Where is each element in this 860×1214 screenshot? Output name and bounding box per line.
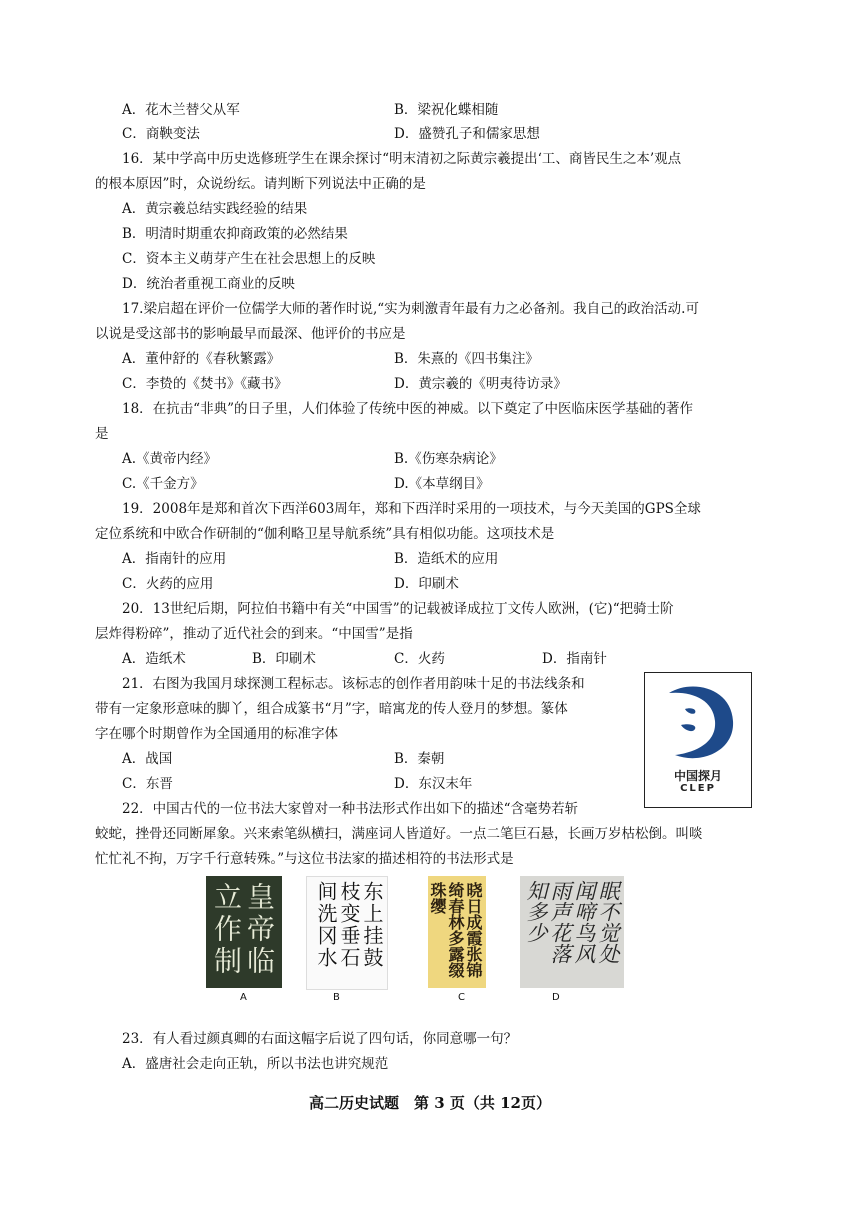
q15-option-c: C．商鞅变法 [122,126,200,142]
q18-stem-line1: 18．在抗击“非典”的日子里，人们体验了传统中医的神威。以下奠定了中医临床医学基础的著作 [122,401,693,417]
q19-stem-line1: 19．2008年是郑和首次下西洋603周年，郑和下西洋时采用的一项技术，与今天美国的GPS全球 [122,501,701,517]
q15-option-a: A．花木兰替父从军 [122,102,240,118]
page-footer: 高二历史试题 第 3 页（共 12页） [309,1094,551,1112]
moon-calligraphy-icon [651,679,745,765]
q18-option-a: A.《黄帝内经》 [122,451,218,467]
q17-option-c: C．李贽的《焚书》《藏书》 [122,376,288,392]
q20-stem-line2: 层炸得粉碎”，推动了近代社会的到来。“中国雪”是指 [95,626,413,642]
q21-option-d: D．东汉末年 [394,776,473,792]
q20-option-d: D．指南针 [542,651,607,667]
q18-option-c: C.《千金方》 [122,476,204,492]
q16-option-b: B．明清时期重农抑商政策的必然结果 [122,226,348,242]
q21-option-c: C．东晋 [122,776,173,792]
calligraphy-label-b: B [333,992,340,1003]
q17-option-b: B．朱熹的《四书集注》 [394,351,539,367]
q16-option-c: C．资本主义萌芽产生在社会思想上的反映 [122,251,376,267]
calligraphy-image-b [306,876,388,990]
q15-option-d: D．盛赞孔子和儒家思想 [394,126,540,142]
cursive-script-text: 眠不觉处闻啼鸟风雨声花落知多少 [524,880,620,964]
q19-option-c: C．火药的应用 [122,576,214,592]
regular-script-text: 晓日成霞张锦绮春林多露缀珠缨 [428,882,483,978]
q17-option-d: D．黄宗羲的《明夷待访录》 [394,376,567,392]
q18-option-d: D.《本草纲目》 [394,476,490,492]
q15-option-b: B．梁祝化蝶相随 [394,102,499,118]
q23-option-a: A．盛唐社会走向正轨，所以书法也讲究规范 [122,1056,389,1072]
logo-chinese-text: 中国探月 [673,769,722,783]
q17-stem-line2: 以说是受这部书的影响最早而最深、他评价的书应是 [95,326,406,342]
calligraphy-label-c: C [458,992,465,1003]
q22-stem-line1: 22．中国古代的一位书法大家曾对一种书法形式作出如下的描述“含毫势若斩 [122,801,579,817]
q21-stem-line2: 带有一定象形意味的脚丫，组合成篆书“月”字，暗寓龙的传人登月的梦想。篆体 [95,701,568,717]
q21-option-b: B．秦朝 [394,751,445,767]
logo-english-text: CLEP [680,783,716,794]
seal-script-text: 皇帝临立作制 [210,882,276,978]
q22-stem-line2: 蛟蛇，挫骨还同断犀象。兴来索笔纵横扫，满座词人皆道好。一点二笔巨石悬，长画万岁枯松倒。叫啖 [95,826,703,842]
q16-option-a: A．黄宗羲总结实践经验的结果 [122,201,308,217]
q18-option-b: B.《伤寒杂病论》 [394,451,503,467]
q19-option-a: A．指南针的应用 [122,551,227,567]
calligraphy-label-d: D [552,992,560,1003]
q17-option-a: A．董仲舒的《春秋繁露》 [122,351,281,367]
q20-stem-line1: 20．13世纪后期，阿拉伯书籍中有关“中国雪”的记载被译成拉丁文传人欧洲，(它)“把骑士阶 [122,601,674,617]
q16-stem-line1: 16．某中学高中历史选修班学生在课余探讨“明末清初之际黄宗羲提出‘工、商皆民生之本’观点 [122,151,682,167]
calligraphy-image-c [428,876,486,988]
q20-option-c: C．火药 [394,651,445,667]
q18-stem-line2: 是 [95,426,109,442]
q23-stem-line1: 23．有人看过颜真卿的右面这幅字后说了四句话，你同意哪一句？ [122,1031,518,1047]
q20-option-a: A．造纸术 [122,651,186,667]
calligraphy-image-a [206,876,282,988]
clep-logo [644,672,752,808]
q20-option-b: B．印刷术 [252,651,316,667]
q16-stem-line2: 的根本原因”时，众说纷纭。请判断下列说法中正确的是 [95,176,426,192]
q21-stem-line1: 21．右图为我国月球探测工程标志。该标志的创作者用韵味十足的书法线条和 [122,676,585,692]
q19-option-d: D．印刷术 [394,576,459,592]
calligraphy-image-d [520,876,624,988]
q19-stem-line2: 定位系统和中欧合作研制的“伽利略卫星导航系统”具有相似功能。这项技术是 [95,526,555,542]
q21-stem-line3: 字在哪个时期曾作为全国通用的标准字体 [95,726,338,742]
q21-option-a: A．战国 [122,751,173,767]
q22-stem-line3: 忙忙礼不拘，万字千行意转殊。”与这位书法家的描述相符的书法形式是 [95,851,514,867]
q17-stem-line1: 17.梁启超在评价一位儒学大师的著作时说,“实为刺激青年最有力之必备剂。我自己的政治活动.可 [122,301,699,317]
calligraphy-label-a: A [240,992,247,1003]
q19-option-b: B．造纸术的应用 [394,551,499,567]
q16-option-d: D．统治者重视工商业的反映 [122,276,295,292]
clerical-script-text: 东上挂鼓枝变垂石间洗冈水 [314,881,384,969]
